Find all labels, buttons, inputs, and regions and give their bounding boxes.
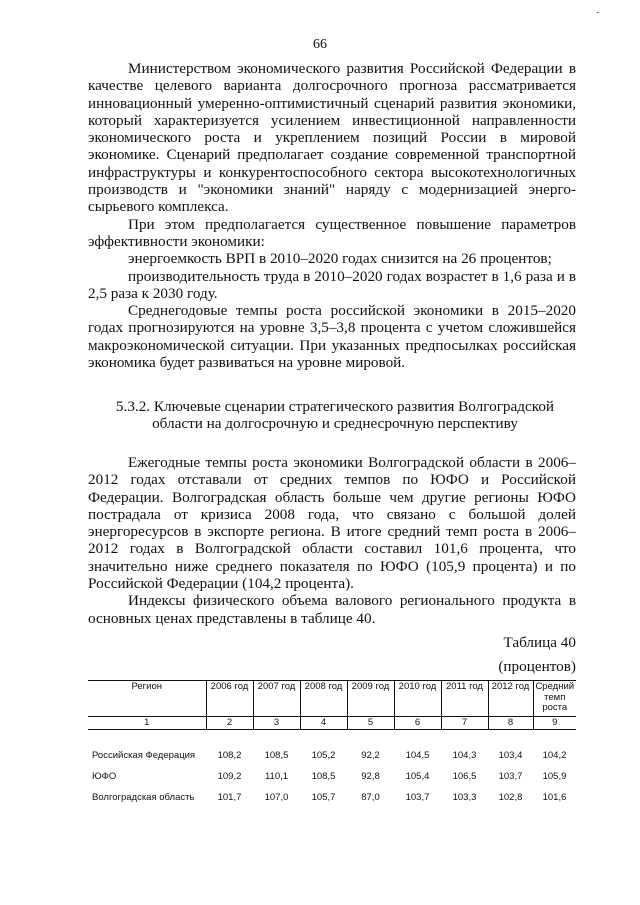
value-cell: 104,3 (452, 749, 477, 761)
column-number: 3 (253, 716, 300, 730)
value-cell: 103,7 (405, 791, 430, 803)
value-cell: 107,0 (264, 791, 289, 803)
value-cell: 108,5 (264, 749, 289, 761)
heading-line: 5.3.2. Ключевые сценарии стратегического развития Волгоградской (115, 398, 555, 415)
value-cell: 109,2 (217, 770, 242, 782)
value-cell: 104,5 (405, 749, 430, 761)
column-number: 6 (394, 716, 441, 730)
column-header: 2011 год (441, 681, 488, 717)
section-heading (110, 398, 560, 433)
column-number: 5 (347, 716, 394, 730)
table-row (88, 761, 576, 782)
column-header: 2012 год (488, 681, 533, 717)
paragraph: Министерством экономического развития Российской Федерации в качестве целевого варианта долгосрочного прогноза рассматривается инновационный умеренно-оптимистичный сценарий развития экономики, который характеризуется усилением инвестиционной направленности экономического роста и укреплением позиций России в мировой экономике. Сценарий предполагает создание современной транспортной инфраструктуры и конкурентоспособного сектора высокотехнологичных производств и "экономики знаний" наряду с модернизацией энерго-сырьевого комплекса. (88, 60, 576, 216)
column-number: 1 (88, 716, 206, 730)
value-cell: 108,2 (217, 749, 242, 761)
table-row (88, 782, 576, 803)
table-caption: Таблица 40 (503, 634, 576, 651)
value-cell: 103,3 (452, 791, 477, 803)
column-header: 2006 год (206, 681, 253, 717)
column-number: 7 (441, 716, 488, 730)
column-header: 2010 год (394, 681, 441, 717)
value-cell: 105,4 (405, 770, 430, 782)
paragraph: При этом предполагается существенное повышение параметров эффективности экономики: (88, 215, 576, 250)
column-number-row (88, 716, 576, 730)
value-cell: 103,4 (498, 749, 523, 761)
column-header: 2009 год (347, 681, 394, 717)
table-row (88, 730, 576, 762)
column-header: 2007 год (253, 681, 300, 717)
page-number: 66 (313, 37, 327, 52)
column-header: Регион (88, 681, 206, 717)
value-cell: 101,7 (217, 791, 242, 803)
paragraph: Ежегодные темпы роста экономики Волгоградской области в 2006–2012 годах отставали от средних темпов по ЮФО и Российской Федерации. Волгоградская область больше чем другие регионы ЮФО пострадала от кризиса 2008 года, что связано с большой долей энергоресурсов в экспорте региона. В итоге средний темп роста в 2006–2012 годах в Волгоградской области составил 101,6 процента, что значительно ниже среднего показателя по ЮФО (105,9 процента) и по Российской Федерации (104,2 процента). (88, 454, 576, 593)
value-cell: 102,8 (498, 791, 523, 803)
value-cell: 92,2 (361, 749, 380, 761)
grp-index-table (88, 680, 576, 803)
column-number: 9 (533, 716, 576, 730)
value-cell: 105,9 (542, 770, 567, 782)
value-cell: 104,2 (542, 749, 567, 761)
list-item: энергоемкость ВРП в 2010–2020 годах снизится на 26 процентов; (128, 250, 552, 268)
column-header: 2008 год (300, 681, 347, 717)
value-cell: 108,5 (311, 770, 336, 782)
corner-mark: - (596, 7, 600, 18)
list-item: производительность труда в 2010–2020 годах возрастет в 1,6 раза и в 2,5 раза к 2030 году. (88, 267, 576, 302)
value-cell: 87,0 (361, 791, 380, 803)
intro-section (88, 60, 576, 371)
value-cell: 110,1 (264, 770, 289, 782)
paragraph: Индексы физического объема валового регионального продукта в основных ценах представлены в таблице 40. (88, 592, 576, 627)
column-number: 2 (206, 716, 253, 730)
region-cell: Российская Федерация (92, 749, 196, 761)
column-header: Средний темп роста (533, 681, 576, 717)
region-cell: Волгоградская область (92, 791, 195, 803)
value-cell: 101,6 (542, 791, 567, 803)
value-cell: 103,7 (498, 770, 523, 782)
value-cell: 105,7 (311, 791, 336, 803)
value-cell: 92,8 (361, 770, 380, 782)
scenario-section (88, 454, 576, 627)
column-number: 4 (300, 716, 347, 730)
region-cell: ЮФО (92, 770, 117, 782)
value-cell: 106,5 (452, 770, 477, 782)
value-cell: 105,2 (311, 749, 336, 761)
table-units: (процентов) (498, 658, 576, 675)
table-header-row (88, 681, 576, 717)
column-number: 8 (488, 716, 533, 730)
paragraph: Среднегодовые темпы роста российской экономики в 2015–2020 годах прогнозируются на уровне 3,5–3,8 процента с учетом сложившейся макроэкономической ситуации. При указанных предпосылках российская экономика будет развиваться на уровне мировой. (88, 302, 576, 372)
heading-line: области на долгосрочную и среднесрочную перспективу (152, 415, 518, 433)
